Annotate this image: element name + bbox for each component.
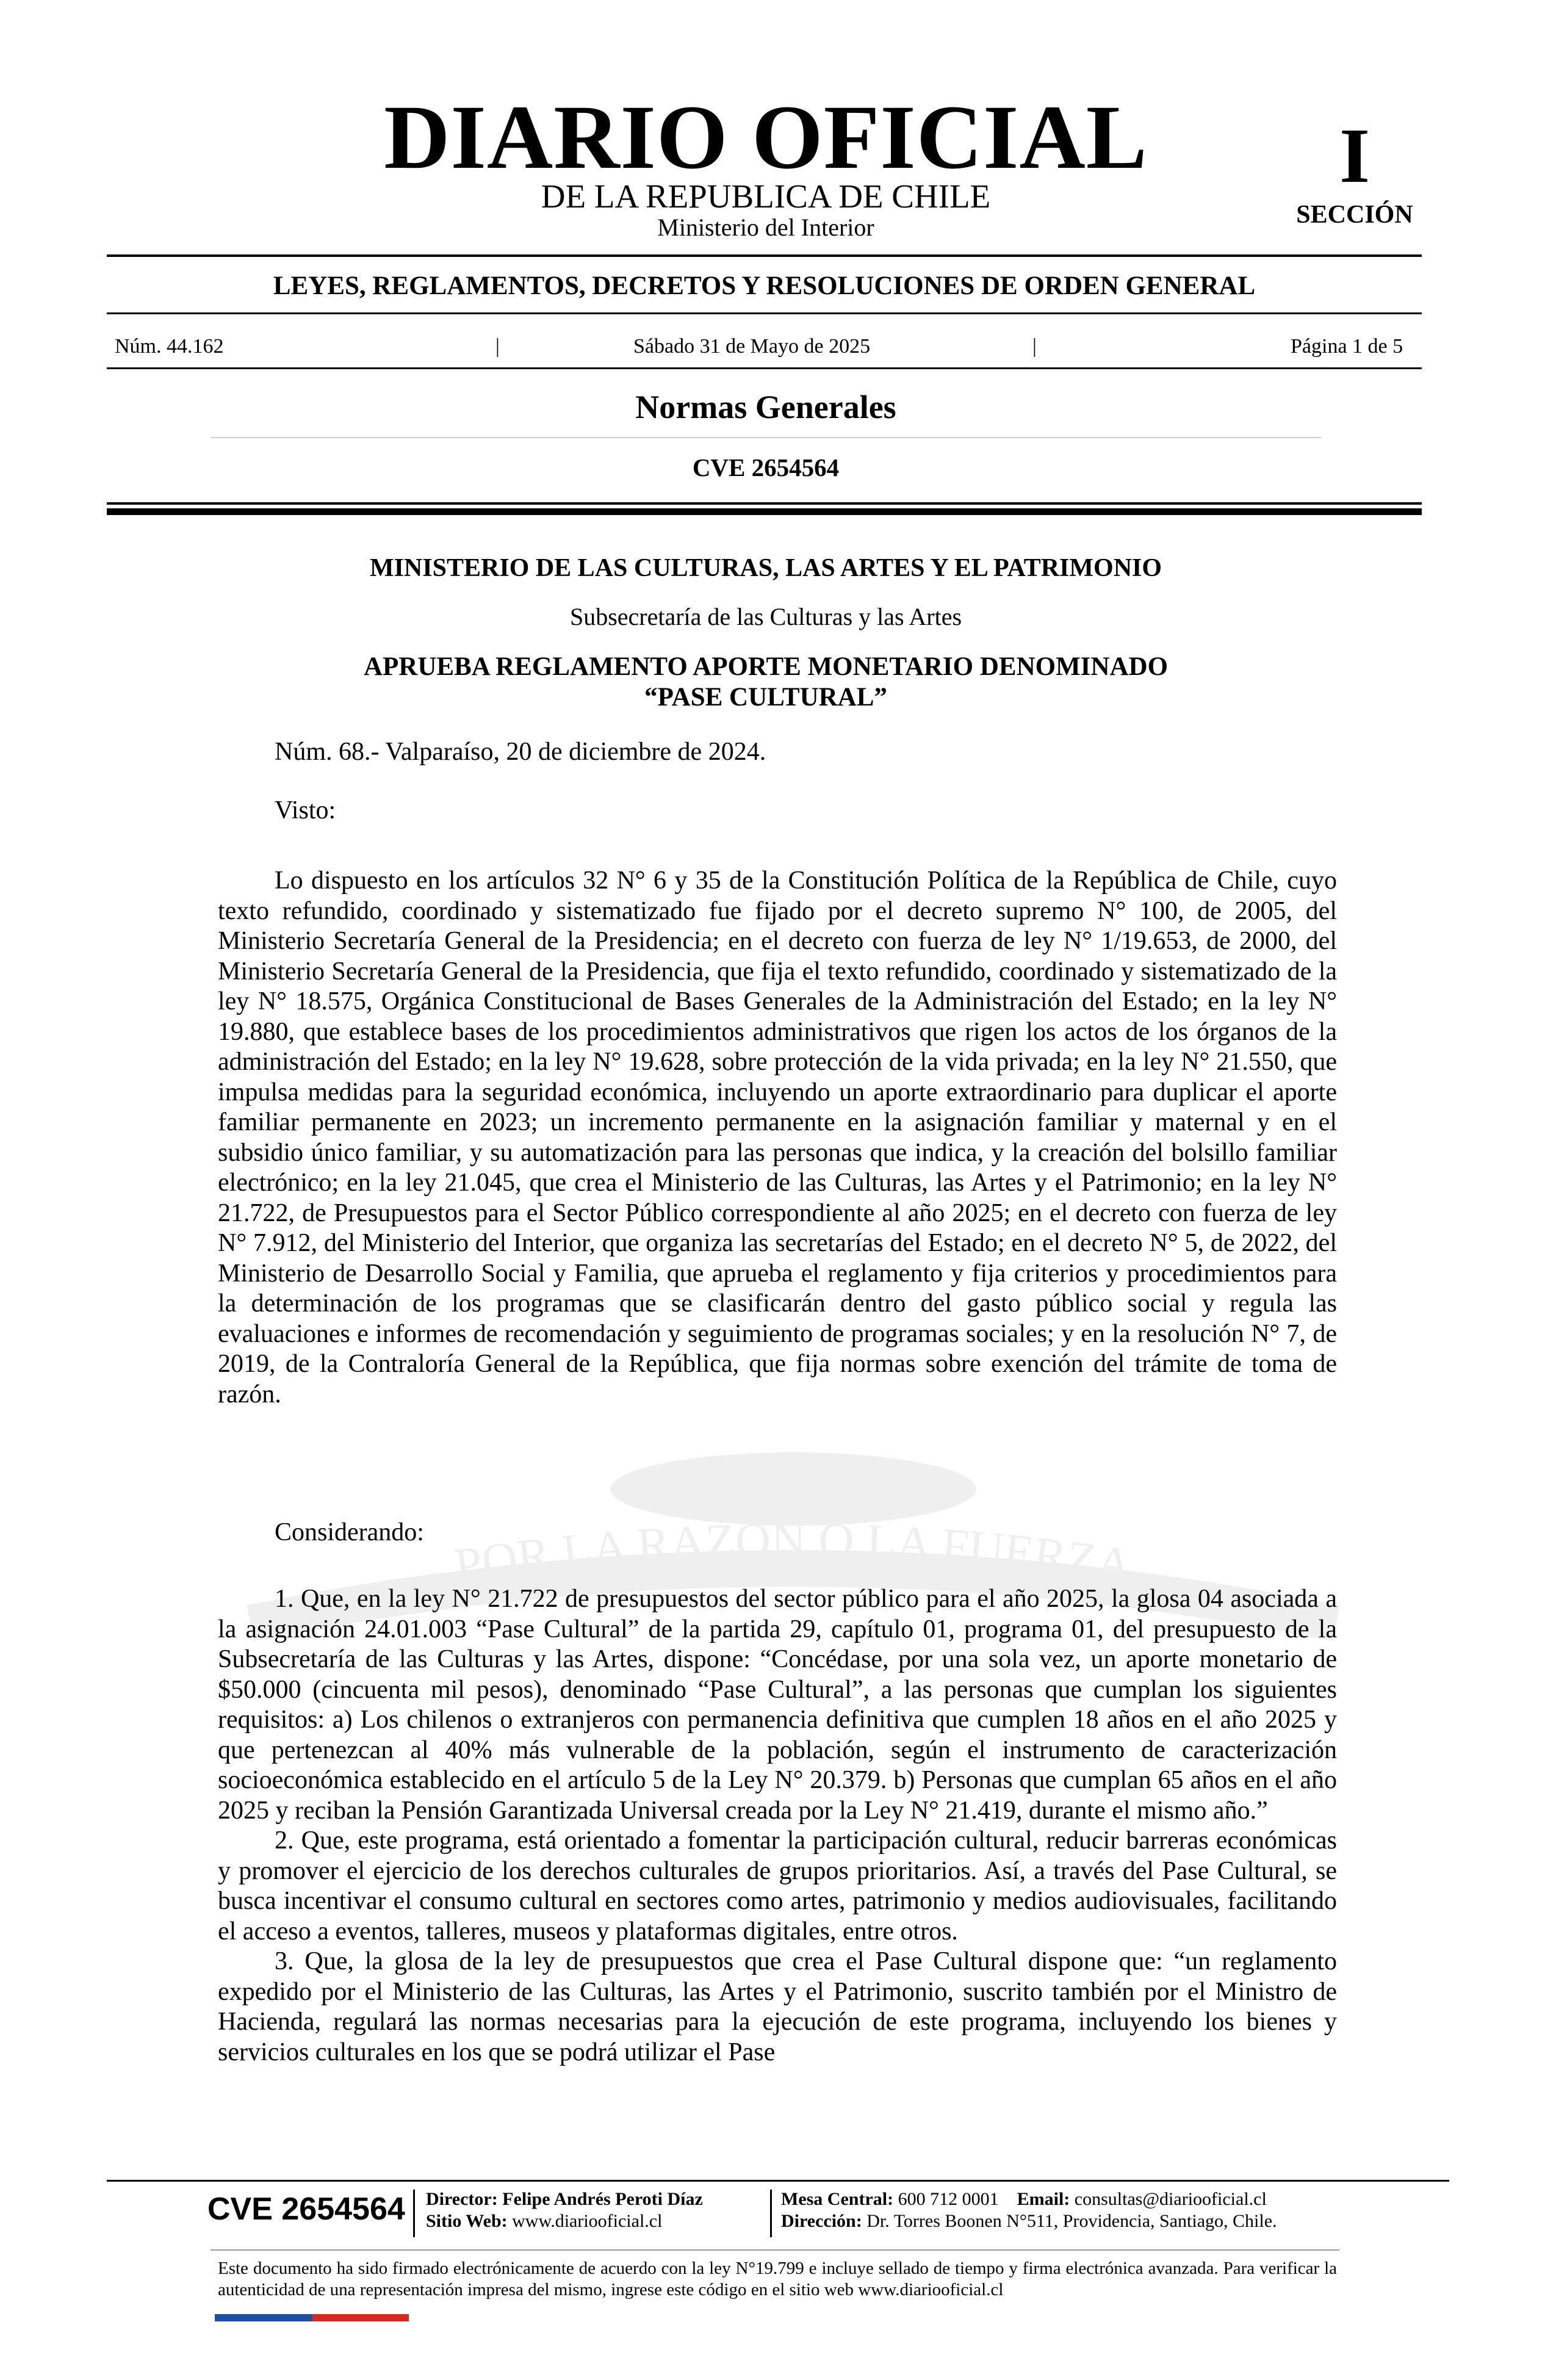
issue-number: Núm. 44.162 <box>115 335 224 358</box>
heavy-rule <box>107 502 1422 505</box>
category-rule <box>107 312 1422 314</box>
email-label: Email: <box>1017 2189 1070 2209</box>
considerando-list <box>218 1584 1337 2068</box>
flag-stripe-red <box>312 2314 409 2321</box>
considerando-item: 2. Que, este programa, está orientado a fomentar la participación cultural, reducir barreras económicas y promover el ejercicio de los derechos culturales de grupos prioritarios. Así, a través del Pase Cultural, se busca incentivar el consumo cultural en sectores como artes, patrimonio y medios audiovisuales, facilitando el acceso a eventos, talleres, museos y plataformas digitales, entre otros. <box>218 1826 1337 1945</box>
cve-code: CVE 2654564 <box>692 453 840 481</box>
footer-director-block <box>426 2188 703 2232</box>
director-name: Felipe Andrés Peroti Díaz <box>502 2189 703 2209</box>
section-number: I <box>1339 112 1370 199</box>
footer-divider <box>413 2190 415 2237</box>
phone-number: 600 712 0001 <box>898 2189 999 2209</box>
footer-address-line <box>781 2210 1277 2232</box>
footer-divider <box>770 2190 772 2237</box>
info-rule <box>107 367 1422 369</box>
visto-label: Visto: <box>275 796 336 824</box>
watermark-motto: POR LA RAZON O LA FUERZA <box>451 1513 1136 1593</box>
heavy-rule <box>107 508 1422 515</box>
section-heading-rule <box>211 437 1321 438</box>
phone-label: Mesa Central: <box>781 2189 894 2209</box>
gazette-category: LEYES, REGLAMENTOS, DECRETOS Y RESOLUCIONES DE ORDEN GENERAL <box>273 272 1256 300</box>
footer-contact-line <box>781 2188 1277 2210</box>
visto-paragraph: Lo dispuesto en los artículos 32 N° 6 y 35 de la Constitución Política de la República de Chile, cuyo texto refundido, coordinado y sistematizado fue fijado por el decreto supremo N° 100, de 2005, del Ministerio Secretaría General de la Presidencia; en el decreto con fuerza de ley N° 1/19.653, de 2000, del Ministerio Secretaría General de la Presidencia, que fija el texto refundido, coordinado y sistematizado de la ley N° 18.575, Orgánica Constitucional de Bases Generales de la Administración del Estado; en la ley N° 19.880, que establece bases de los procedimientos administrativos que rigen los actos de los órganos de la administración del Estado; en la ley N° 19.628, sobre protección de la vida privada; en la ley N° 21.550, que impulsa medidas para la seguridad económica, incluyendo un aporte extraordinario para duplicar el aporte familiar permanente en 2023; un incremento permanente en la asignación familiar y maternal y en el subsidio único familiar, y su automatización para las personas que indica, y la creación del bolsillo familiar electrónico; en la ley 21.045, que crea el Ministerio de las Culturas, las Artes y el Patrimonio; en la ley N° 21.722, de Presupuestos para el Sector Público correspondiente al año 2025; en el decreto con fuerza de ley N° 7.912, del Ministerio del Interior, que organiza las secretarías del Estado; en el decreto N° 5, de 2022, del Ministerio de Desarrollo Social y Familia, que aprueba el reglamento y fija criterios y procedimientos para la determinación de los programas que se clasificarán dentro del gasto público social y regula las evaluaciones e informes de recomendación y seguimiento de programas sociales; y en la resolución N° 7, de 2019, de la Contraloría General de la República, que fija normas sobre exención del trámite de toma de razón. <box>218 867 1337 1408</box>
considerando-label: Considerando: <box>275 1518 424 1546</box>
issue-separator: | <box>495 335 500 358</box>
footer-cve-code: CVE 2654564 <box>207 2191 405 2227</box>
address-text: Dr. Torres Boonen N°511, Providencia, Santiago, Chile. <box>866 2211 1277 2231</box>
website-link[interactable]: www.diariooficial.cl <box>512 2211 663 2231</box>
ministry-heading: MINISTERIO DE LAS CULTURAS, LAS ARTES Y EL PATRIMONIO <box>369 554 1162 582</box>
website-label: Sitio Web: <box>426 2211 508 2231</box>
decree-title-line: APRUEBA REGLAMENTO APORTE MONETARIO DENOMINADO <box>363 652 1169 681</box>
footer-rule <box>107 2180 1449 2182</box>
flag-stripe-blue <box>215 2314 312 2321</box>
decree-title-line: “PASE CULTURAL” <box>644 683 887 712</box>
page-indicator: Página 1 de 5 <box>1291 335 1403 358</box>
masthead-subtitle: DE LA REPUBLICA DE CHILE <box>541 178 991 215</box>
section-label: SECCIÓN <box>1296 201 1413 229</box>
masthead-rule <box>107 254 1422 257</box>
footer-website <box>426 2210 703 2232</box>
address-label: Dirección: <box>781 2211 862 2231</box>
footer-inner-rule <box>211 2249 1339 2251</box>
considerando-item: 1. Que, en la ley N° 21.722 de presupuestos del sector público para el año 2025, la glosa 04 asociada a la asignación 24.01.003 “Pase Cultural” de la partida 29, capítulo 01, programa 01, del presupuesto de la Subsecretaría de las Culturas y las Artes, dispone: “Concédase, por una sola vez, un aporte monetario de $50.000 (cincuenta mil pesos), denominado “Pase Cultural”, a las personas que cumplan los siguientes requisitos: a) Los chilenos o extranjeros con permanencia definitiva que cumplen 18 años en el año 2025 y que pertenezcan al 40% más vulnerable de la población, según el instrumento de caracterización socioeconómica establecido en el artículo 5 de la Ley N° 20.379. b) Personas que cumplan 65 años en el año 2025 y reciban la Pensión Garantizada Universal creada por la Ley N° 21.419, durante el mismo año.” <box>218 1585 1337 1825</box>
masthead-title: DIARIO OFICIAL <box>384 87 1148 188</box>
footer-contact-block <box>781 2188 1277 2232</box>
considerando-item: 3. Que, la glosa de la ley de presupuestos que crea el Pase Cultural dispone que: “un reglamento expedido por el Ministerio de las Culturas, las Artes y el Patrimonio, suscrito también por el Ministro de Hacienda, regulará las normas necesarias para la ejecución de este programa, incluyendo los bienes y servicios culturales en los que se podrá utilizar el Pase <box>218 1947 1337 2066</box>
email-link[interactable]: consultas@diariooficial.cl <box>1074 2189 1267 2209</box>
issue-date: Sábado 31 de Mayo de 2025 <box>633 335 871 358</box>
subsecretariat: Subsecretaría de las Culturas y las Artes <box>569 603 962 630</box>
section-heading: Normas Generales <box>635 389 896 425</box>
issue-separator: | <box>1032 335 1037 358</box>
masthead-ministry: Ministerio del Interior <box>657 214 874 241</box>
electronic-signature-notice: Este documento ha sido firmado electrónicamente de acuerdo con la ley N°19.799 e incluye sellado de tiempo y firma electrónica avanzada. Para verificar la autenticidad de una representación impresa del mismo, ingrese este código en el sitio web www.diariooficial.cl <box>218 2259 1337 2299</box>
director-label: Director: <box>426 2189 498 2209</box>
footer-director <box>426 2188 703 2210</box>
decree-title <box>220 652 1312 713</box>
decree-number: Núm. 68.- Valparaíso, 20 de diciembre de 2024. <box>275 738 766 766</box>
